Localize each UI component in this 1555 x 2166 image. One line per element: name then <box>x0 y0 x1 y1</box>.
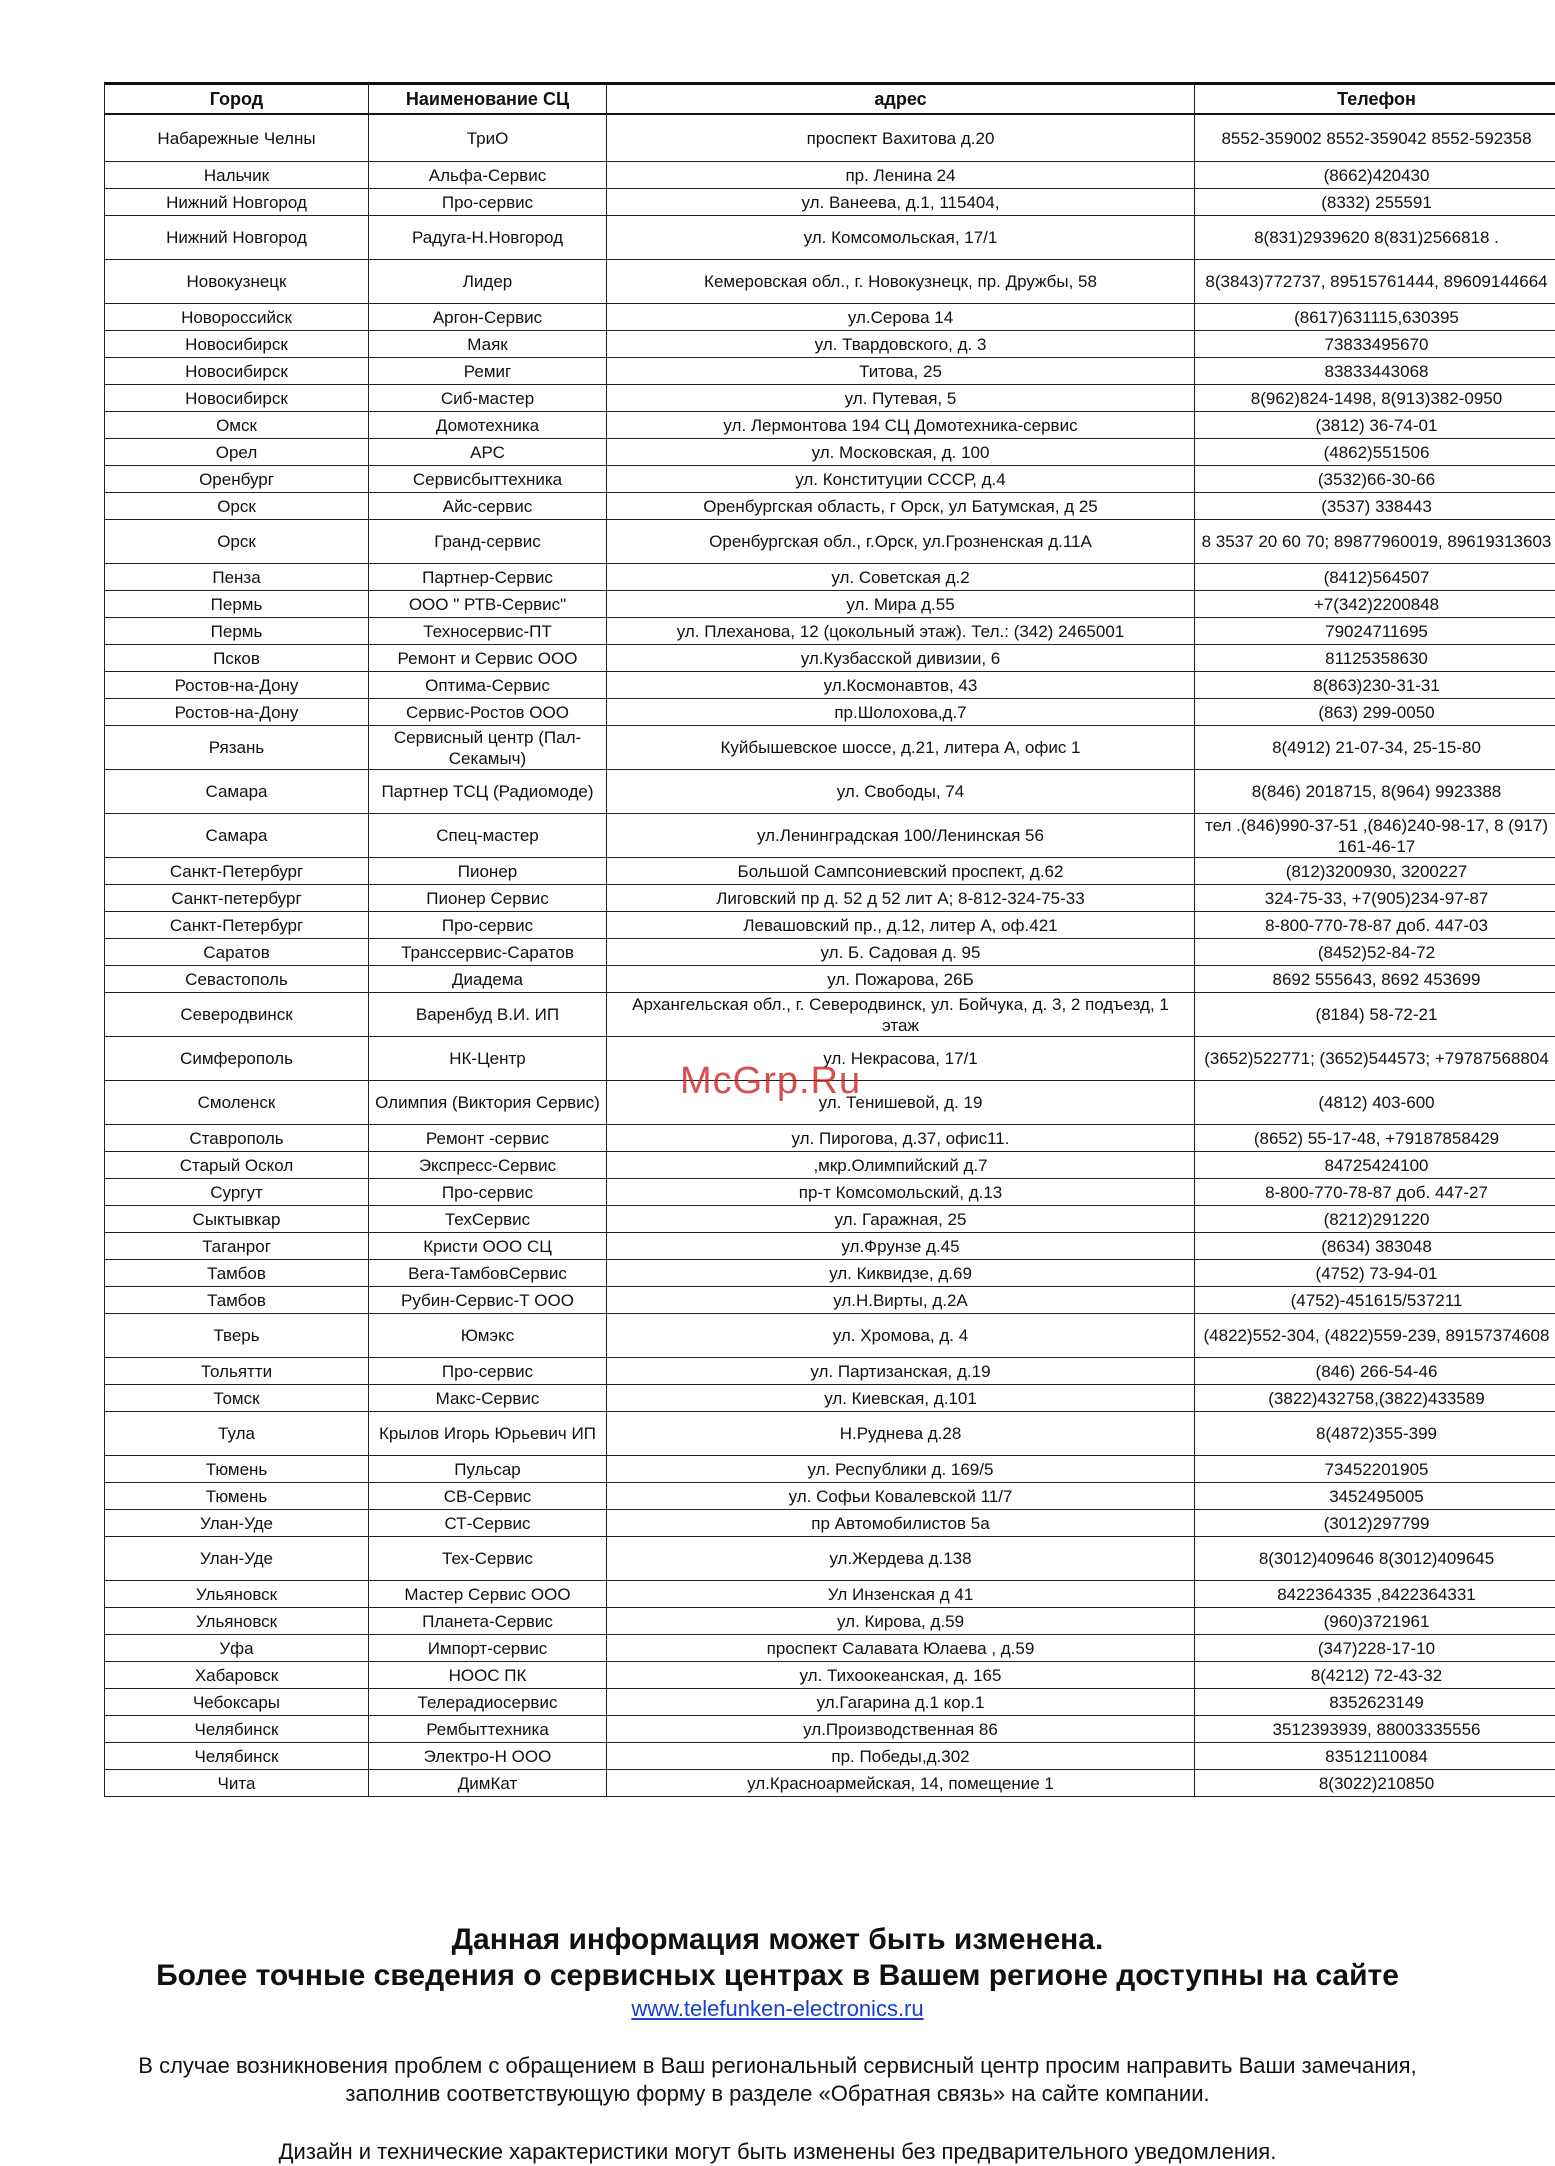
table-row <box>105 564 1555 591</box>
cell-address: ул. Республики д. 169/5 <box>607 1456 1195 1483</box>
cell-name: Техносервис-ПТ <box>369 618 607 645</box>
cell-city: Ульяновск <box>105 1608 369 1635</box>
cell-city: Сургут <box>105 1179 369 1206</box>
cell-city: Улан-Уде <box>105 1537 369 1581</box>
cell-name: НК-Центр <box>369 1037 607 1081</box>
notice-line-2: Более точные сведения о сервисных центрах в Вашем регионе доступны на сайте <box>0 1958 1555 1994</box>
table-row <box>105 1537 1555 1581</box>
cell-name: Сервисбыттехника <box>369 466 607 493</box>
cell-city: Тюмень <box>105 1483 369 1510</box>
table-row <box>105 1456 1555 1483</box>
cell-phone: 8(4912) 21-07-34, 25-15-80 <box>1195 726 1555 770</box>
cell-name: Олимпия (Виктория Сервис) <box>369 1081 607 1125</box>
cell-address: ул. Партизанская, д.19 <box>607 1358 1195 1385</box>
table-row <box>105 1260 1555 1287</box>
cell-phone: (8412)564507 <box>1195 564 1555 591</box>
cell-city: Нальчик <box>105 162 369 189</box>
cell-phone: 8552-359002 8552-359042 8552-592358 <box>1195 114 1555 162</box>
table-row <box>105 1287 1555 1314</box>
table-row <box>105 1483 1555 1510</box>
cell-city: Орел <box>105 439 369 466</box>
header-phone: Телефон <box>1195 84 1555 115</box>
cell-phone: (4752)-451615/537211 <box>1195 1287 1555 1314</box>
cell-address: ул.Серова 14 <box>607 304 1195 331</box>
cell-phone: 3512393939, 88003335556 <box>1195 1716 1555 1743</box>
cell-address: пр.Шолохова,д.7 <box>607 699 1195 726</box>
cell-address: ул. Пожарова, 26Б <box>607 966 1195 993</box>
cell-phone: (3652)522771; (3652)544573; +79787568804 <box>1195 1037 1555 1081</box>
cell-name: Рубин-Сервис-Т ООО <box>369 1287 607 1314</box>
cell-address: ул.Ленинградская 100/Ленинская 56 <box>607 814 1195 858</box>
cell-phone: (8212)291220 <box>1195 1206 1555 1233</box>
cell-address: ул. Пирогова, д.37, офис11. <box>607 1125 1195 1152</box>
table-row <box>105 1510 1555 1537</box>
cell-city: Ростов-на-Дону <box>105 699 369 726</box>
cell-address: ул. Ванеева, д.1, 115404, <box>607 189 1195 216</box>
cell-phone: (8452)52-84-72 <box>1195 939 1555 966</box>
table-row <box>105 114 1555 162</box>
cell-address: ул.Кузбасской дивизии, 6 <box>607 645 1195 672</box>
cell-city: Тамбов <box>105 1287 369 1314</box>
cell-phone: 8692 555643, 8692 453699 <box>1195 966 1555 993</box>
cell-name: Маяк <box>369 331 607 358</box>
table-row <box>105 939 1555 966</box>
service-centers-table <box>104 82 1555 1797</box>
cell-city: Омск <box>105 412 369 439</box>
cell-name: ТриО <box>369 114 607 162</box>
cell-name: Лидер <box>369 260 607 304</box>
cell-city: Сыктывкар <box>105 1206 369 1233</box>
cell-name: ТехСервис <box>369 1206 607 1233</box>
cell-city: Новороссийск <box>105 304 369 331</box>
table-row <box>105 520 1555 564</box>
cell-city: Челябинск <box>105 1716 369 1743</box>
cell-phone: 8(3022)210850 <box>1195 1770 1555 1797</box>
cell-address: ул. Софьи Ковалевской 11/7 <box>607 1483 1195 1510</box>
cell-city: Тюмень <box>105 1456 369 1483</box>
cell-address: Оренбургская обл., г.Орск, ул.Грозненская д.11А <box>607 520 1195 564</box>
cell-address: ул. Киевская, д.101 <box>607 1385 1195 1412</box>
cell-name: Планета-Сервис <box>369 1608 607 1635</box>
cell-address: ул. Конституции СССР, д.4 <box>607 466 1195 493</box>
watermark-logo: McGrp.Ru <box>680 1060 861 1103</box>
table-row <box>105 672 1555 699</box>
cell-address: ул. Б. Садовая д. 95 <box>607 939 1195 966</box>
table-row <box>105 1314 1555 1358</box>
feedback-line-1: В случае возникновения проблем с обращением в Ваш региональный сервисный центр просим направить Ваши замечания, <box>138 2053 1416 2078</box>
table-row <box>105 189 1555 216</box>
cell-address: пр Автомобилистов 5а <box>607 1510 1195 1537</box>
cell-city: Смоленск <box>105 1081 369 1125</box>
cell-name: Юмэкс <box>369 1314 607 1358</box>
cell-phone: (846) 266-54-46 <box>1195 1358 1555 1385</box>
cell-phone: (812)3200930, 3200227 <box>1195 858 1555 885</box>
cell-address: ,мкр.Олимпийский д.7 <box>607 1152 1195 1179</box>
cell-city: Самара <box>105 770 369 814</box>
table-row <box>105 993 1555 1037</box>
cell-address: Лиговский пр д. 52 д 52 лит А; 8-812-324-75-33 <box>607 885 1195 912</box>
cell-address: ул.Космонавтов, 43 <box>607 672 1195 699</box>
cell-name: ООО " РТВ-Сервис" <box>369 591 607 618</box>
cell-city: Псков <box>105 645 369 672</box>
cell-city: Нижний Новгород <box>105 216 369 260</box>
cell-name: Партнер ТСЦ (Радиомоде) <box>369 770 607 814</box>
table-row <box>105 1081 1555 1125</box>
cell-address: Ул Инзенская д 41 <box>607 1581 1195 1608</box>
table-row <box>105 1037 1555 1081</box>
cell-city: Нижний Новгород <box>105 189 369 216</box>
cell-phone: тел .(846)990-37-51 ,(846)240-98-17, 8 (917) 161-46-17 <box>1195 814 1555 858</box>
cell-name: Домотехника <box>369 412 607 439</box>
table-row <box>105 618 1555 645</box>
cell-city: Старый Оскол <box>105 1152 369 1179</box>
cell-city: Северодвинск <box>105 993 369 1037</box>
cell-address: ул.Красноармейская, 14, помещение 1 <box>607 1770 1195 1797</box>
table-row <box>105 412 1555 439</box>
cell-phone: +7(342)2200848 <box>1195 591 1555 618</box>
table-row <box>105 1689 1555 1716</box>
cell-city: Севастополь <box>105 966 369 993</box>
cell-name: Ремонт -сервис <box>369 1125 607 1152</box>
cell-address: ул.Производственная 86 <box>607 1716 1195 1743</box>
cell-city: Новосибирск <box>105 358 369 385</box>
cell-city: Орск <box>105 493 369 520</box>
cell-phone: 8(962)824-1498, 8(913)382-0950 <box>1195 385 1555 412</box>
cell-address: ул. Комсомольская, 17/1 <box>607 216 1195 260</box>
cell-phone: (4822)552-304, (4822)559-239, 89157374608 <box>1195 1314 1555 1358</box>
cell-name: Оптима-Сервис <box>369 672 607 699</box>
cell-address: ул. Путевая, 5 <box>607 385 1195 412</box>
table-row <box>105 912 1555 939</box>
cell-phone: 83833443068 <box>1195 358 1555 385</box>
table-header <box>105 84 1555 115</box>
cell-phone: 8-800-770-78-87 доб. 447-03 <box>1195 912 1555 939</box>
cell-name: Ремонт и Сервис ООО <box>369 645 607 672</box>
cell-address: проспект Вахитова д.20 <box>607 114 1195 162</box>
table-row <box>105 358 1555 385</box>
cell-address: пр. Победы,д.302 <box>607 1743 1195 1770</box>
cell-name: Альфа-Сервис <box>369 162 607 189</box>
cell-city: Пермь <box>105 591 369 618</box>
cell-city: Санкт-Петербург <box>105 858 369 885</box>
cell-name: СТ-Сервис <box>369 1510 607 1537</box>
table-row <box>105 858 1555 885</box>
cell-city: Орск <box>105 520 369 564</box>
cell-city: Саратов <box>105 939 369 966</box>
table-row <box>105 699 1555 726</box>
cell-name: Спец-мастер <box>369 814 607 858</box>
cell-city: Новосибирск <box>105 331 369 358</box>
cell-phone: (863) 299-0050 <box>1195 699 1555 726</box>
cell-address: ул. Тенишевой, д. 19 <box>607 1081 1195 1125</box>
cell-phone: 8352623149 <box>1195 1689 1555 1716</box>
table-row <box>105 1581 1555 1608</box>
cell-phone: 73833495670 <box>1195 331 1555 358</box>
cell-city: Пермь <box>105 618 369 645</box>
cell-city: Рязань <box>105 726 369 770</box>
table-row <box>105 216 1555 260</box>
table-row <box>105 770 1555 814</box>
header-row <box>105 84 1555 115</box>
cell-phone: (3812) 36-74-01 <box>1195 412 1555 439</box>
cell-address: Куйбышевское шоссе, д.21, литера А, офис 1 <box>607 726 1195 770</box>
cell-phone: 8(831)2939620 8(831)2566818 . <box>1195 216 1555 260</box>
table-row <box>105 726 1555 770</box>
cell-address: ул.Жердева д.138 <box>607 1537 1195 1581</box>
table-row <box>105 162 1555 189</box>
cell-address: ул. Хромова, д. 4 <box>607 1314 1195 1358</box>
cell-address: ул. Московская, д. 100 <box>607 439 1195 466</box>
table-row <box>105 1770 1555 1797</box>
cell-name: АРС <box>369 439 607 466</box>
cell-phone: (960)3721961 <box>1195 1608 1555 1635</box>
table-row <box>105 1662 1555 1689</box>
cell-phone: (3537) 338443 <box>1195 493 1555 520</box>
cell-address: ул. Свободы, 74 <box>607 770 1195 814</box>
cell-name: НООС ПК <box>369 1662 607 1689</box>
cell-city: Улан-Уде <box>105 1510 369 1537</box>
cell-name: Про-сервис <box>369 912 607 939</box>
cell-address: ул. Некрасова, 17/1 <box>607 1037 1195 1081</box>
cell-phone: 8 3537 20 60 70; 89877960019, 89619313603 <box>1195 520 1555 564</box>
cell-city: Новокузнецк <box>105 260 369 304</box>
cell-city: Симферополь <box>105 1037 369 1081</box>
cell-name: Импорт-сервис <box>369 1635 607 1662</box>
cell-address: Оренбургская область, г Орск, ул Батумская, д 25 <box>607 493 1195 520</box>
table-row <box>105 814 1555 858</box>
cell-phone: 83512110084 <box>1195 1743 1555 1770</box>
cell-name: Телерадиосервис <box>369 1689 607 1716</box>
table-row <box>105 1743 1555 1770</box>
cell-phone: (347)228-17-10 <box>1195 1635 1555 1662</box>
cell-city: Челябинск <box>105 1743 369 1770</box>
cell-address: пр. Ленина 24 <box>607 162 1195 189</box>
cell-city: Набарежные Челны <box>105 114 369 162</box>
table-row <box>105 1233 1555 1260</box>
cell-phone: 3452495005 <box>1195 1483 1555 1510</box>
cell-name: Радуга-Н.Новгород <box>369 216 607 260</box>
table-body <box>105 114 1555 1797</box>
cell-city: Ульяновск <box>105 1581 369 1608</box>
cell-city: Тамбов <box>105 1260 369 1287</box>
cell-address: ул. Кирова, д.59 <box>607 1608 1195 1635</box>
cell-address: ул. Твардовского, д. 3 <box>607 331 1195 358</box>
table-row <box>105 466 1555 493</box>
cell-name: Айс-сервис <box>369 493 607 520</box>
website-link[interactable]: www.telefunken-electronics.ru <box>631 1996 923 2022</box>
cell-phone: 84725424100 <box>1195 1152 1555 1179</box>
cell-address: ул. Плеханова, 12 (цокольный этаж). Тел.: (342) 2465001 <box>607 618 1195 645</box>
cell-city: Тольятти <box>105 1358 369 1385</box>
cell-phone: (3012)297799 <box>1195 1510 1555 1537</box>
cell-phone: 8(3843)772737, 89515761444, 89609144664 <box>1195 260 1555 304</box>
cell-address: ул.Н.Вирты, д.2А <box>607 1287 1195 1314</box>
cell-name: Мастер Сервис ООО <box>369 1581 607 1608</box>
cell-city: Чебоксары <box>105 1689 369 1716</box>
cell-address: Н.Руднева д.28 <box>607 1412 1195 1456</box>
feedback-text <box>0 2052 1555 2108</box>
cell-phone: 8(4872)355-399 <box>1195 1412 1555 1456</box>
cell-address: Кемеровская обл., г. Новокузнецк, пр. Дружбы, 58 <box>607 260 1195 304</box>
cell-phone: (8184) 58-72-21 <box>1195 993 1555 1037</box>
table-row <box>105 1716 1555 1743</box>
cell-city: Оренбург <box>105 466 369 493</box>
cell-phone: 8-800-770-78-87 доб. 447-27 <box>1195 1179 1555 1206</box>
cell-name: Транссервис-Саратов <box>369 939 607 966</box>
cell-address: ул. Советская д.2 <box>607 564 1195 591</box>
cell-name: Экспресс-Сервис <box>369 1152 607 1179</box>
cell-city: Хабаровск <box>105 1662 369 1689</box>
table-row <box>105 1412 1555 1456</box>
cell-address: ул.Фрунзе д.45 <box>607 1233 1195 1260</box>
table-row <box>105 1206 1555 1233</box>
cell-phone: (4812) 403-600 <box>1195 1081 1555 1125</box>
table-row <box>105 885 1555 912</box>
footer <box>0 1922 1555 2166</box>
cell-phone: (8332) 255591 <box>1195 189 1555 216</box>
cell-name: Сервис-Ростов ООО <box>369 699 607 726</box>
table-row <box>105 1179 1555 1206</box>
cell-address: ул. Гаражная, 25 <box>607 1206 1195 1233</box>
cell-address: пр-т Комсомольский, д.13 <box>607 1179 1195 1206</box>
header-name: Наименование СЦ <box>369 84 607 115</box>
cell-phone: (3532)66-30-66 <box>1195 466 1555 493</box>
cell-phone: (3822)432758,(3822)433589 <box>1195 1385 1555 1412</box>
cell-city: Тула <box>105 1412 369 1456</box>
cell-city: Самара <box>105 814 369 858</box>
cell-phone: (4752) 73-94-01 <box>1195 1260 1555 1287</box>
table-row <box>105 591 1555 618</box>
table-row <box>105 260 1555 304</box>
cell-name: Тех-Сервис <box>369 1537 607 1581</box>
cell-phone: 8422364335 ,8422364331 <box>1195 1581 1555 1608</box>
cell-city: Пенза <box>105 564 369 591</box>
cell-name: Пионер Сервис <box>369 885 607 912</box>
cell-address: Архангельская обл., г. Северодвинск, ул. Бойчука, д. 3, 2 подъезд, 1 этаж <box>607 993 1195 1037</box>
table-row <box>105 304 1555 331</box>
cell-phone: (4862)551506 <box>1195 439 1555 466</box>
cell-name: Сервисный центр (Пал-Секамыч) <box>369 726 607 770</box>
cell-address: ул.Гагарина д.1 кор.1 <box>607 1689 1195 1716</box>
cell-phone: (8662)420430 <box>1195 162 1555 189</box>
cell-name: Пионер <box>369 858 607 885</box>
table-row <box>105 1152 1555 1179</box>
header-address: адрес <box>607 84 1195 115</box>
feedback-line-2: заполнив соответствующую форму в разделе «Обратная связь» на сайте компании. <box>345 2081 1209 2106</box>
cell-name: СВ-Сервис <box>369 1483 607 1510</box>
cell-phone: 8(863)230-31-31 <box>1195 672 1555 699</box>
cell-address: ул. Тихоокеанская, д. 165 <box>607 1662 1195 1689</box>
cell-name: ДимКат <box>369 1770 607 1797</box>
table-row <box>105 1608 1555 1635</box>
cell-name: Диадема <box>369 966 607 993</box>
cell-phone: (8634) 383048 <box>1195 1233 1555 1260</box>
cell-city: Тверь <box>105 1314 369 1358</box>
cell-city: Чита <box>105 1770 369 1797</box>
disclaimer-text: Дизайн и технические характеристики могут быть изменены без предварительного уведомления. <box>0 2138 1555 2166</box>
cell-name: Электро-Н ООО <box>369 1743 607 1770</box>
table-row <box>105 1635 1555 1662</box>
table-row <box>105 1358 1555 1385</box>
cell-name: Крылов Игорь Юрьевич ИП <box>369 1412 607 1456</box>
cell-name: Партнер-Сервис <box>369 564 607 591</box>
cell-phone: 79024711695 <box>1195 618 1555 645</box>
cell-phone: (8617)631115,630395 <box>1195 304 1555 331</box>
cell-address: ул. Лермонтова 194 СЦ Домотехника-сервис <box>607 412 1195 439</box>
cell-name: Про-сервис <box>369 1179 607 1206</box>
cell-city: Санкт-Петербург <box>105 912 369 939</box>
cell-name: Пульсар <box>369 1456 607 1483</box>
table-row <box>105 966 1555 993</box>
cell-address: ул. Киквидзе, д.69 <box>607 1260 1195 1287</box>
cell-phone: 8(846) 2018715, 8(964) 9923388 <box>1195 770 1555 814</box>
cell-city: Санкт-петербург <box>105 885 369 912</box>
table-row <box>105 1385 1555 1412</box>
cell-phone: 81125358630 <box>1195 645 1555 672</box>
cell-name: Гранд-сервис <box>369 520 607 564</box>
cell-city: Уфа <box>105 1635 369 1662</box>
notice-line-1: Данная информация может быть изменена. <box>0 1922 1555 1958</box>
cell-name: Аргон-Сервис <box>369 304 607 331</box>
cell-name: Сиб-мастер <box>369 385 607 412</box>
cell-phone: (8652) 55-17-48, +79187858429 <box>1195 1125 1555 1152</box>
cell-name: Ремиг <box>369 358 607 385</box>
table-row <box>105 645 1555 672</box>
cell-name: Варенбуд В.И. ИП <box>369 993 607 1037</box>
cell-name: Про-сервис <box>369 1358 607 1385</box>
cell-city: Новосибирск <box>105 385 369 412</box>
cell-city: Ставрополь <box>105 1125 369 1152</box>
cell-name: Рембыттехника <box>369 1716 607 1743</box>
table-row <box>105 331 1555 358</box>
cell-phone: 324-75-33, +7(905)234-97-87 <box>1195 885 1555 912</box>
header-city: Город <box>105 84 369 115</box>
cell-phone: 8(3012)409646 8(3012)409645 <box>1195 1537 1555 1581</box>
cell-address: ул. Мира д.55 <box>607 591 1195 618</box>
cell-phone: 73452201905 <box>1195 1456 1555 1483</box>
cell-name: Про-сервис <box>369 189 607 216</box>
cell-address: Титова, 25 <box>607 358 1195 385</box>
cell-city: Таганрог <box>105 1233 369 1260</box>
cell-name: Кристи ООО СЦ <box>369 1233 607 1260</box>
table-row <box>105 493 1555 520</box>
table-row <box>105 385 1555 412</box>
cell-address: проспект Салавата Юлаева , д.59 <box>607 1635 1195 1662</box>
cell-name: Вега-ТамбовСервис <box>369 1260 607 1287</box>
table-row <box>105 439 1555 466</box>
cell-name: Макс-Сервис <box>369 1385 607 1412</box>
table-row <box>105 1125 1555 1152</box>
cell-city: Ростов-на-Дону <box>105 672 369 699</box>
cell-city: Томск <box>105 1385 369 1412</box>
cell-phone: 8(4212) 72-43-32 <box>1195 1662 1555 1689</box>
cell-address: Левашовский пр., д.12, литер А, оф.421 <box>607 912 1195 939</box>
cell-address: Большой Сампсониевский проспект, д.62 <box>607 858 1195 885</box>
